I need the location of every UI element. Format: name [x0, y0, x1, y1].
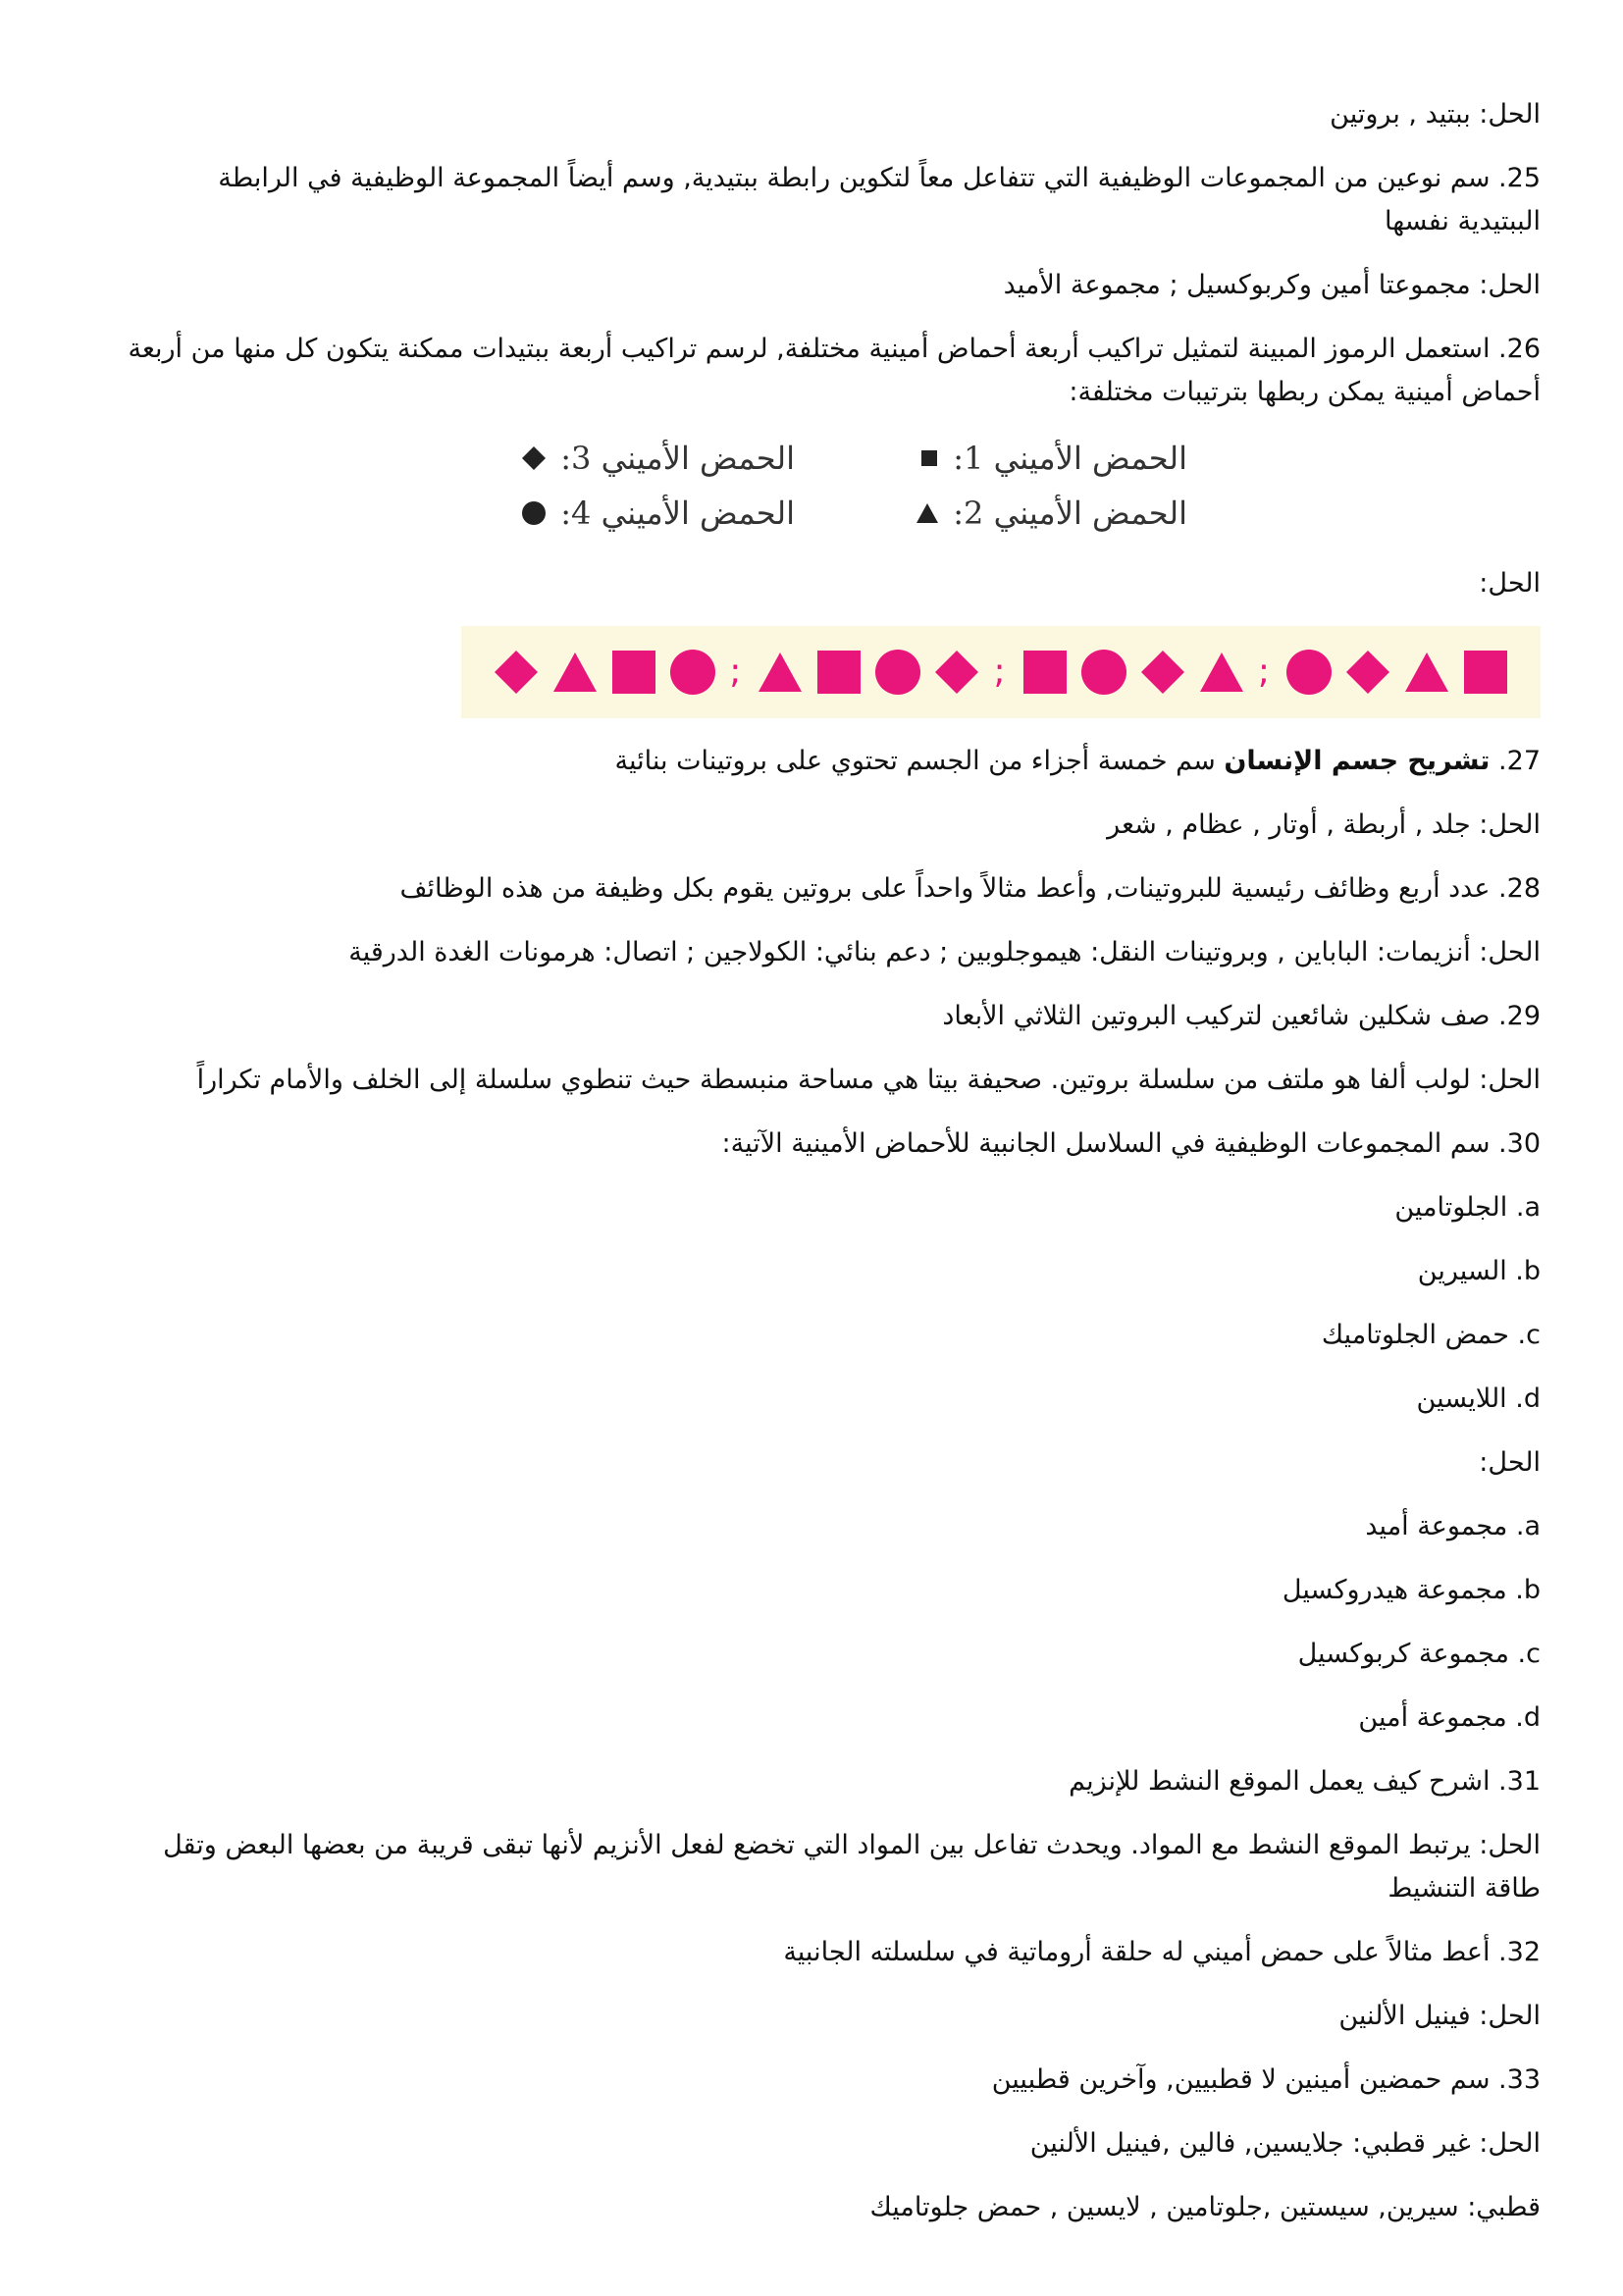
circle-icon [1283, 647, 1335, 698]
question-32: 32. أعط مثالاً على حمض أميني له حلقة أروماتية في سلسلته الجانبية [783, 1937, 1541, 1967]
square-icon [919, 448, 939, 468]
diamond-icon [1137, 647, 1188, 698]
question-26: 26. استعمل الرموز المبينة لتمثيل تراكيب أربعة أحماض أمينية مختلفة, لرسم تراكيب أربعة ببتيدات ممكنة يتكون كل منها من أربعة أحماض أمينية يمكن ربطها بترتيبات مختلفة: [128, 334, 1541, 407]
answer-30-d: d. مجموعة أمين [1358, 1702, 1541, 1733]
answer-28: الحل: أنزيمات: الباباين , وبروتينات النقل: هيموجلوبين ; دعم بنائي: الكولاجين ; اتصال: هرمونات الغدة الدرقية [348, 937, 1541, 967]
answer-30-a: a. مجموعة أميد [1365, 1511, 1541, 1541]
question-29: 29. صف شكلين شائعين لتركيب البروتين الثلاثي الأبعاد [942, 1001, 1541, 1031]
question-31: 31. اشرح كيف يعمل الموقع النشط للإنزيم [1069, 1766, 1541, 1797]
triangle-icon [916, 502, 939, 524]
circle-icon [667, 647, 718, 698]
question-30-d: d. اللايسين [1416, 1383, 1541, 1414]
question-27-number: 27. [1498, 746, 1541, 776]
answer-line: الحل: ببتيد , بروتين [1330, 99, 1541, 130]
circle-icon [1078, 647, 1129, 698]
legend-aa1-label: الحمض الأميني 1: [953, 440, 1187, 477]
question-27 [128, 740, 1541, 783]
sequence-separator: ; [1257, 652, 1270, 692]
triangle-icon [1401, 647, 1452, 698]
answer-25: الحل: مجموعتا أمين وكربوكسيل ; مجموعة الأميد [1003, 270, 1541, 300]
legend-aa2 [873, 490, 1187, 537]
diamond-icon [521, 445, 547, 471]
document-page [128, 93, 1541, 2250]
amino-acid-legend [481, 435, 1187, 537]
question-30-a: a. الجلوتامين [1394, 1192, 1541, 1223]
square-icon [1020, 647, 1071, 698]
legend-aa3-label: الحمض الأميني 3: [560, 440, 795, 477]
legend-aa4 [481, 490, 795, 537]
square-icon [1460, 647, 1511, 698]
question-25: 25. سم نوعين من المجموعات الوظيفية التي تتفاعل معاً لتكوين رابطة ببتيدية, وسم أيضاً المجموعة الوظيفية في الرابطة الببتيدية نفسها [218, 163, 1541, 236]
answer-33-nonpolar: الحل: غير قطبي: جلايسين, فالين ,فينيل الألنين [1029, 2128, 1541, 2159]
answer-31: الحل: يرتبط الموقع النشط مع المواد. ويحدث تفاعل بين المواد التي تخضع لفعل الأنزيم لأنها تبقى قريبة من بعضها البعض وتقل طاقة التنشيط [163, 1830, 1541, 1904]
answer-29: الحل: لولب ألفا هو ملتف من سلسلة بروتين. صحيفة بيتا هي مساحة منبسطة حيث تنطوي سلسلة إلى الخلف والأمام تكراراً [196, 1065, 1541, 1095]
peptide-sequence [988, 647, 1247, 698]
triangle-icon [1196, 647, 1247, 698]
peptide-sequence [723, 647, 982, 698]
legend-aa1 [873, 435, 1187, 482]
legend-aa3 [481, 435, 795, 482]
question-33: 33. سم حمضين أمينين لا قطبيين, وآخرين قطبيين [991, 2064, 1541, 2095]
peptide-sequence [491, 647, 718, 698]
answer-27: الحل: جلد , أربطة , أوتار , عظام , شعر [1107, 809, 1541, 840]
peptide-sequence [1252, 647, 1511, 698]
answer-26-label: الحل: [1479, 568, 1541, 599]
answer-30-c: c. مجموعة كربوكسيل [1297, 1639, 1541, 1669]
circle-icon [872, 647, 923, 698]
answer-30-label: الحل: [1479, 1447, 1541, 1478]
sequence-separator: ; [729, 652, 742, 692]
legend-aa2-label: الحمض الأميني 2: [953, 495, 1187, 532]
peptide-shapes-banner [461, 626, 1541, 718]
square-icon [608, 647, 659, 698]
square-icon [813, 647, 864, 698]
diamond-icon [931, 647, 982, 698]
question-30: 30. سم المجموعات الوظيفية في السلاسل الجانبية للأحماض الأمينية الآتية: [721, 1128, 1541, 1159]
answer-30-b: b. مجموعة هيدروكسيل [1282, 1575, 1541, 1605]
question-28: 28. عدد أربع وظائف رئيسية للبروتينات, وأعط مثالاً واحداً على بروتين يقوم بكل وظيفة من هذه الوظائف [399, 873, 1541, 904]
question-30-c: c. حمض الجلوتاميك [1321, 1320, 1541, 1350]
circle-icon [521, 500, 547, 526]
triangle-icon [550, 647, 601, 698]
question-30-b: b. السيرين [1417, 1256, 1541, 1286]
question-27-topic: تشريح جسم الإنسان [1224, 746, 1491, 776]
legend-aa4-label: الحمض الأميني 4: [560, 495, 795, 532]
answer-32: الحل: فينيل الألنين [1338, 2001, 1541, 2031]
triangle-icon [755, 647, 806, 698]
diamond-icon [1342, 647, 1393, 698]
sequence-separator: ; [993, 652, 1006, 692]
answer-33-polar: قطبي: سيرين, سيستين ,جلوتامين , لايسين , حمض جلوتاميك [869, 2192, 1541, 2222]
question-27-text: سم خمسة أجزاء من الجسم تحتوي على بروتينات بنائية [614, 746, 1216, 776]
diamond-icon [491, 647, 542, 698]
